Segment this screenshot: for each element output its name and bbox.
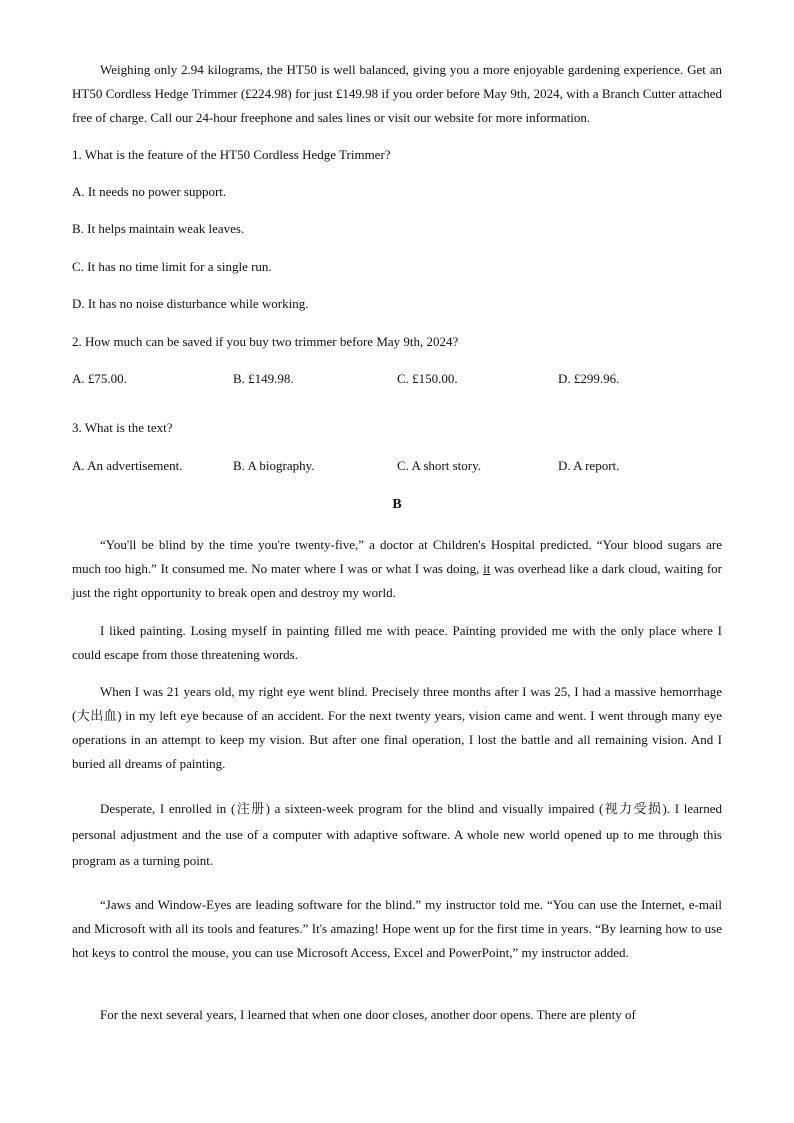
- question-3-option-c: C. A short story.: [397, 458, 482, 473]
- paragraph-1-text-start: “You'll be blind by the time you're twenty-five,” a doctor at Children's Hospital predicted. “Your blood sugars are much too high.” It consumed me. No mater where I was or what I was doing,: [72, 537, 722, 576]
- section-b-paragraph-5: “Jaws and Window-Eyes are leading software for the blind.” my instructor told me. “You can use the Internet, e-mail and Microsoft with all its tools and features.” It's amazing! Hope went up for the first time in years. “By learning how to use hot keys to control the mouse, you can use Microsoft Access, Excel and PowerPoint,” my instructor added.: [72, 897, 722, 960]
- question-1-option-d: D. It has no noise disturbance while working.: [72, 296, 309, 311]
- question-1-stem: 1. What is the feature of the HT50 Cordless Hedge Trimmer?: [72, 147, 391, 162]
- section-b-paragraph-3: When I was 21 years old, my right eye went blind. Precisely three months after I was 25, I had a massive hemorrhage (大出血) in my left eye because of an accident. For the next twenty years, vision came and went. I went through many eye operations in an attempt to keep my vision. But after one final operation, I lost the battle and all remaining vision. And I buried all dreams of painting.: [72, 684, 722, 771]
- underlined-word-it: it: [483, 561, 491, 576]
- section-b-paragraph-4: Desperate, I enrolled in (注册) a sixteen-week program for the blind and visually impaired (视力受损). I learned personal adjustment and the use of a computer with adaptive software. A whole new world opened up to me through this program as a turning point.: [72, 801, 722, 868]
- question-3-option-b: B. A biography.: [233, 458, 315, 473]
- question-2-option-c: C. £150.00.: [397, 371, 458, 386]
- question-2-option-b: B. £149.98.: [233, 371, 294, 386]
- question-1-option-a: A. It needs no power support.: [72, 184, 227, 199]
- question-3-option-d: D. A report.: [558, 458, 620, 473]
- section-b-paragraph-2: I liked painting. Losing myself in painting filled me with peace. Painting provided me with the only place where I could escape from those threatening words.: [72, 623, 722, 662]
- section-b-paragraph-6: For the next several years, I learned that when one door closes, another door opens. There are plenty of: [100, 1007, 636, 1022]
- question-3-option-a: A. An advertisement.: [72, 458, 183, 473]
- passage-a-paragraph: Weighing only 2.94 kilograms, the HT50 is well balanced, giving you a more enjoyable gardening experience. Get an HT50 Cordless Hedge Trimmer (£224.98) for just £149.98 if you order before May 9th, 2024, with a Branch Cutter attached free of charge. Call our 24-hour freephone and sales lines or visit our website for more information.: [72, 62, 722, 125]
- question-2-stem: 2. How much can be saved if you buy two trimmer before May 9th, 2024?: [72, 334, 459, 349]
- question-2-option-d: D. £299.96.: [558, 371, 620, 386]
- question-3-stem: 3. What is the text?: [72, 420, 173, 435]
- section-b-heading: B: [392, 497, 402, 512]
- question-2-option-a: A. £75.00.: [72, 371, 127, 386]
- question-1-option-c: C. It has no time limit for a single run.: [72, 259, 272, 274]
- question-1-option-b: B. It helps maintain weak leaves.: [72, 221, 245, 236]
- paragraph-1-text-end: was overhead like a dark cloud, waiting for just the right opportunity to break open and destroy my world.: [72, 561, 722, 600]
- section-b-paragraph-1: [72, 533, 722, 605]
